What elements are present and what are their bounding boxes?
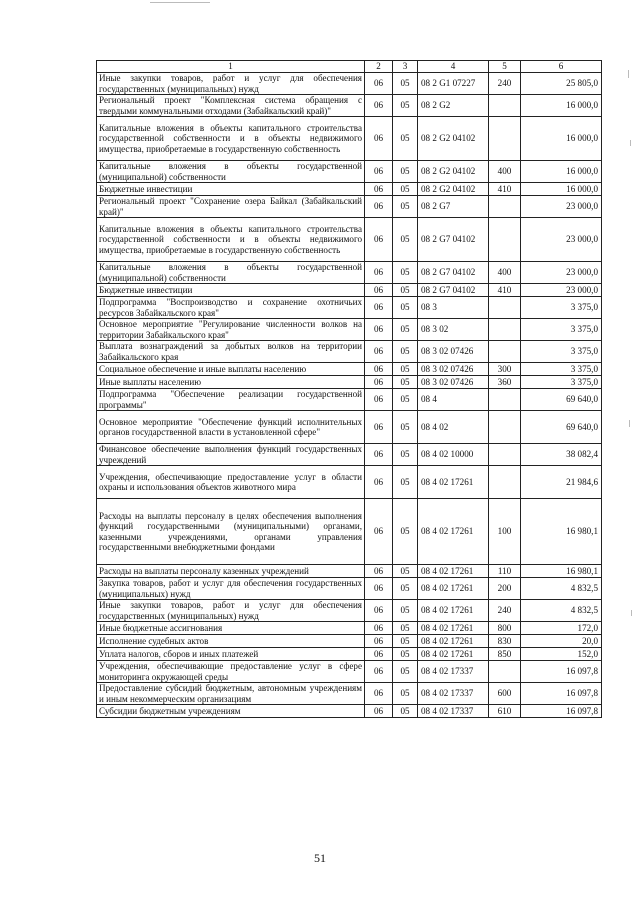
budget-table-sheet xyxy=(96,60,601,718)
page-number: 51 xyxy=(314,851,326,865)
table-row xyxy=(97,363,602,376)
table-row xyxy=(97,705,602,718)
cell-target-article: 08 3 xyxy=(418,297,489,319)
cell-name: Бюджетные инвестиции xyxy=(97,183,365,196)
cell-name: Основное мероприятие "Регулирование численности волков на территории Забайкальского края" xyxy=(97,319,365,341)
cell-expense-type: 600 xyxy=(489,683,521,705)
cell-expense-type: 830 xyxy=(489,635,521,648)
cell-amount: 4 832,5 xyxy=(521,600,602,622)
cell-subsection: 05 xyxy=(393,565,418,578)
cell-amount: 23 000,0 xyxy=(521,284,602,297)
cell-name: Субсидии бюджетным учреждениям xyxy=(97,705,365,718)
cell-amount: 3 375,0 xyxy=(521,297,602,319)
cell-subsection: 05 xyxy=(393,622,418,635)
cell-name: Иные бюджетные ассигнования xyxy=(97,622,365,635)
cell-name: Основное мероприятие "Обеспечение функций исполнительных органов государственной власти в установленной сфере" xyxy=(97,411,365,444)
cell-target-article: 08 2 G7 xyxy=(418,196,489,218)
cell-subsection: 05 xyxy=(393,284,418,297)
cell-name: Финансовое обеспечение выполнения функций государственных учреждений xyxy=(97,444,365,466)
scan-mark xyxy=(631,610,632,616)
cell-amount: 16 000,0 xyxy=(521,117,602,161)
table-row xyxy=(97,284,602,297)
header-cell-amount: 6 xyxy=(521,61,602,73)
cell-target-article: 08 2 G2 04102 xyxy=(418,161,489,183)
cell-subsection: 05 xyxy=(393,499,418,565)
cell-amount: 25 805,0 xyxy=(521,73,602,95)
cell-amount: 69 640,0 xyxy=(521,389,602,411)
cell-section: 06 xyxy=(365,600,393,622)
cell-subsection: 05 xyxy=(393,218,418,262)
cell-target-article: 08 4 02 17337 xyxy=(418,705,489,718)
table-row xyxy=(97,411,602,444)
table-header-row xyxy=(97,61,602,73)
cell-expense-type xyxy=(489,117,521,161)
table-row xyxy=(97,262,602,284)
cell-name: Региональный проект "Сохранение озера Байкал (Забайкальский край)" xyxy=(97,196,365,218)
cell-expense-type: 110 xyxy=(489,565,521,578)
table-row xyxy=(97,196,602,218)
cell-target-article: 08 2 G2 xyxy=(418,95,489,117)
cell-amount: 16 097,8 xyxy=(521,705,602,718)
cell-subsection: 05 xyxy=(393,376,418,389)
cell-name: Бюджетные инвестиции xyxy=(97,284,365,297)
table-row xyxy=(97,600,602,622)
cell-section: 06 xyxy=(365,262,393,284)
cell-target-article: 08 3 02 07426 xyxy=(418,341,489,363)
cell-expense-type: 360 xyxy=(489,376,521,389)
scan-mark xyxy=(628,70,629,78)
cell-amount: 69 640,0 xyxy=(521,411,602,444)
cell-name: Иные закупки товаров, работ и услуг для обеспечения государственных (муниципальных) нужд xyxy=(97,600,365,622)
cell-expense-type: 240 xyxy=(489,600,521,622)
cell-target-article: 08 2 G2 04102 xyxy=(418,117,489,161)
cell-expense-type: 410 xyxy=(489,183,521,196)
cell-target-article: 08 4 02 17261 xyxy=(418,499,489,565)
cell-subsection: 05 xyxy=(393,661,418,683)
cell-target-article: 08 4 02 xyxy=(418,411,489,444)
cell-target-article: 08 4 02 10000 xyxy=(418,444,489,466)
cell-target-article: 08 4 02 17261 xyxy=(418,600,489,622)
cell-expense-type: 200 xyxy=(489,578,521,600)
cell-name: Капитальные вложения в объекты капитального строительства государственной собственности и в объекты недвижимого имущества, приобретаемые в государственную собственность xyxy=(97,117,365,161)
cell-subsection: 05 xyxy=(393,363,418,376)
cell-section: 06 xyxy=(365,578,393,600)
cell-name: Подпрограмма "Обеспечение реализации государственной программы" xyxy=(97,389,365,411)
table-row xyxy=(97,635,602,648)
cell-target-article: 08 4 02 17261 xyxy=(418,648,489,661)
cell-subsection: 05 xyxy=(393,648,418,661)
scan-mark xyxy=(150,2,210,3)
cell-expense-type xyxy=(489,319,521,341)
cell-name: Подпрограмма "Воспроизводство и сохранение охотничьих ресурсов Забайкальского края" xyxy=(97,297,365,319)
cell-target-article: 08 4 02 17261 xyxy=(418,466,489,499)
cell-amount: 16 980,1 xyxy=(521,499,602,565)
header-cell-target-article: 4 xyxy=(418,61,489,73)
table-row xyxy=(97,683,602,705)
cell-target-article: 08 4 02 17261 xyxy=(418,578,489,600)
table-row xyxy=(97,341,602,363)
table-body xyxy=(97,73,602,718)
cell-amount: 172,0 xyxy=(521,622,602,635)
cell-name: Иные выплаты населению xyxy=(97,376,365,389)
cell-target-article: 08 2 G1 07227 xyxy=(418,73,489,95)
table-row xyxy=(97,389,602,411)
cell-expense-type: 400 xyxy=(489,161,521,183)
cell-target-article: 08 2 G2 04102 xyxy=(418,183,489,196)
cell-expense-type xyxy=(489,218,521,262)
table-row xyxy=(97,95,602,117)
cell-name: Капитальные вложения в объекты государственной (муниципальной) собственности xyxy=(97,161,365,183)
cell-target-article: 08 4 02 17337 xyxy=(418,683,489,705)
cell-amount: 16 000,0 xyxy=(521,95,602,117)
cell-amount: 38 082,4 xyxy=(521,444,602,466)
cell-expense-type xyxy=(489,389,521,411)
cell-name: Выплата вознаграждений за добытых волков на территории Забайкальского края xyxy=(97,341,365,363)
cell-subsection: 05 xyxy=(393,705,418,718)
cell-name: Социальное обеспечение и иные выплаты населению xyxy=(97,363,365,376)
cell-subsection: 05 xyxy=(393,73,418,95)
table-row xyxy=(97,466,602,499)
cell-section: 06 xyxy=(365,117,393,161)
cell-amount: 3 375,0 xyxy=(521,376,602,389)
cell-expense-type xyxy=(489,341,521,363)
table-row xyxy=(97,218,602,262)
table-row xyxy=(97,161,602,183)
cell-name: Исполнение судебных актов xyxy=(97,635,365,648)
cell-name: Расходы на выплаты персоналу в целях обеспечения выполнения функций государственными (муниципальными) органами, казенными учреждениями, органами управления государственными внебюджетными фондами xyxy=(97,499,365,565)
cell-section: 06 xyxy=(365,648,393,661)
cell-target-article: 08 4 02 17261 xyxy=(418,622,489,635)
cell-name: Учреждения, обеспечивающие предоставление услуг в сфере мониторинга окружающей среды xyxy=(97,661,365,683)
cell-amount: 20,0 xyxy=(521,635,602,648)
cell-section: 06 xyxy=(365,376,393,389)
table-row xyxy=(97,297,602,319)
cell-name: Предоставление субсидий бюджетным, автономным учреждениям и иным некоммерческим организациям xyxy=(97,683,365,705)
cell-section: 06 xyxy=(365,635,393,648)
cell-amount: 152,0 xyxy=(521,648,602,661)
cell-subsection: 05 xyxy=(393,161,418,183)
cell-section: 06 xyxy=(365,95,393,117)
table-row xyxy=(97,622,602,635)
cell-amount: 23 000,0 xyxy=(521,218,602,262)
table-row xyxy=(97,444,602,466)
cell-section: 06 xyxy=(365,284,393,297)
cell-name: Капитальные вложения в объекты государственной (муниципальной) собственности xyxy=(97,262,365,284)
cell-amount: 23 000,0 xyxy=(521,262,602,284)
table-row xyxy=(97,565,602,578)
cell-section: 06 xyxy=(365,363,393,376)
table-row xyxy=(97,648,602,661)
cell-amount: 3 375,0 xyxy=(521,341,602,363)
table-row xyxy=(97,183,602,196)
table-row xyxy=(97,73,602,95)
cell-section: 06 xyxy=(365,183,393,196)
cell-subsection: 05 xyxy=(393,319,418,341)
cell-section: 06 xyxy=(365,705,393,718)
cell-subsection: 05 xyxy=(393,95,418,117)
cell-target-article: 08 4 02 17261 xyxy=(418,635,489,648)
cell-target-article: 08 4 02 17261 xyxy=(418,565,489,578)
cell-name: Учреждения, обеспечивающие предоставление услуг в области охраны и использования объектов животного мира xyxy=(97,466,365,499)
cell-name: Расходы на выплаты персоналу казенных учреждений xyxy=(97,565,365,578)
cell-section: 06 xyxy=(365,622,393,635)
cell-target-article: 08 2 G7 04102 xyxy=(418,284,489,297)
cell-target-article: 08 3 02 07426 xyxy=(418,376,489,389)
cell-section: 06 xyxy=(365,444,393,466)
cell-subsection: 05 xyxy=(393,262,418,284)
cell-expense-type xyxy=(489,411,521,444)
cell-amount: 4 832,5 xyxy=(521,578,602,600)
cell-section: 06 xyxy=(365,297,393,319)
cell-expense-type: 850 xyxy=(489,648,521,661)
header-cell-subsection: 3 xyxy=(393,61,418,73)
cell-amount: 16 000,0 xyxy=(521,183,602,196)
cell-name: Уплата налогов, сборов и иных платежей xyxy=(97,648,365,661)
cell-subsection: 05 xyxy=(393,183,418,196)
cell-target-article: 08 3 02 07426 xyxy=(418,363,489,376)
table-row xyxy=(97,661,602,683)
cell-expense-type: 610 xyxy=(489,705,521,718)
cell-expense-type xyxy=(489,297,521,319)
cell-section: 06 xyxy=(365,161,393,183)
cell-section: 06 xyxy=(365,466,393,499)
cell-subsection: 05 xyxy=(393,444,418,466)
table-row xyxy=(97,499,602,565)
cell-target-article: 08 2 G7 04102 xyxy=(418,218,489,262)
cell-section: 06 xyxy=(365,319,393,341)
cell-subsection: 05 xyxy=(393,117,418,161)
cell-target-article: 08 2 G7 04102 xyxy=(418,262,489,284)
cell-amount: 23 000,0 xyxy=(521,196,602,218)
table-row xyxy=(97,376,602,389)
cell-amount: 16 097,8 xyxy=(521,661,602,683)
header-cell-section: 2 xyxy=(365,61,393,73)
cell-subsection: 05 xyxy=(393,578,418,600)
cell-expense-type xyxy=(489,196,521,218)
cell-name: Капитальные вложения в объекты капитального строительства государственной собственности и в объекты недвижимого имущества, приобретаемые в государственную собственность xyxy=(97,218,365,262)
cell-expense-type xyxy=(489,95,521,117)
cell-expense-type: 410 xyxy=(489,284,521,297)
header-cell-expense-type: 5 xyxy=(489,61,521,73)
cell-section: 06 xyxy=(365,411,393,444)
cell-section: 06 xyxy=(365,218,393,262)
budget-table xyxy=(96,60,602,718)
cell-amount: 16 097,8 xyxy=(521,683,602,705)
cell-name: Региональный проект "Комплексная система обращения с твердыми коммунальными отходами (Забайкальский край)" xyxy=(97,95,365,117)
cell-section: 06 xyxy=(365,341,393,363)
cell-section: 06 xyxy=(365,499,393,565)
cell-section: 06 xyxy=(365,683,393,705)
cell-subsection: 05 xyxy=(393,411,418,444)
table-row xyxy=(97,578,602,600)
cell-section: 06 xyxy=(365,389,393,411)
scan-mark xyxy=(629,420,630,427)
cell-subsection: 05 xyxy=(393,389,418,411)
cell-amount: 3 375,0 xyxy=(521,363,602,376)
cell-target-article: 08 4 xyxy=(418,389,489,411)
cell-name: Закупка товаров, работ и услуг для обеспечения государственных (муниципальных) нужд xyxy=(97,578,365,600)
header-cell-name: 1 xyxy=(97,61,365,73)
cell-amount: 16 000,0 xyxy=(521,161,602,183)
cell-section: 06 xyxy=(365,73,393,95)
cell-amount: 21 984,6 xyxy=(521,466,602,499)
cell-amount: 3 375,0 xyxy=(521,319,602,341)
cell-subsection: 05 xyxy=(393,196,418,218)
table-row xyxy=(97,117,602,161)
cell-name: Иные закупки товаров, работ и услуг для обеспечения государственных (муниципальных) нужд xyxy=(97,73,365,95)
cell-target-article: 08 4 02 17337 xyxy=(418,661,489,683)
cell-expense-type: 100 xyxy=(489,499,521,565)
cell-subsection: 05 xyxy=(393,341,418,363)
cell-subsection: 05 xyxy=(393,683,418,705)
table-row xyxy=(97,319,602,341)
cell-expense-type: 400 xyxy=(489,262,521,284)
cell-expense-type xyxy=(489,444,521,466)
cell-expense-type xyxy=(489,466,521,499)
cell-section: 06 xyxy=(365,196,393,218)
cell-section: 06 xyxy=(365,661,393,683)
cell-subsection: 05 xyxy=(393,600,418,622)
cell-expense-type: 300 xyxy=(489,363,521,376)
cell-section: 06 xyxy=(365,565,393,578)
cell-expense-type xyxy=(489,661,521,683)
cell-expense-type: 240 xyxy=(489,73,521,95)
cell-subsection: 05 xyxy=(393,297,418,319)
cell-expense-type: 800 xyxy=(489,622,521,635)
cell-subsection: 05 xyxy=(393,635,418,648)
scan-mark xyxy=(630,140,631,146)
cell-target-article: 08 3 02 xyxy=(418,319,489,341)
cell-subsection: 05 xyxy=(393,466,418,499)
cell-amount: 16 980,1 xyxy=(521,565,602,578)
